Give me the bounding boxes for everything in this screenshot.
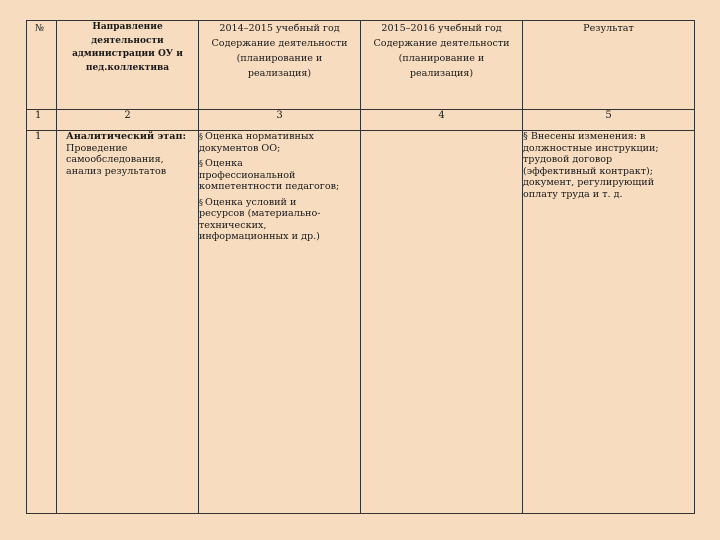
item-2-line-2: профессиональной [199,169,296,181]
index-cell-3: 3 [199,110,361,131]
direction-line-2: самообследования, [66,154,164,165]
direction-head: Аналитический этап: [66,131,187,142]
activity-2014-cell [199,131,361,514]
header-direction-line-2: деятельности [91,35,164,46]
result-cell [523,131,695,514]
header-2014-line-4: реализация) [247,68,312,79]
direction-cell [57,131,199,514]
header-2015-line-1: 2015–2016 учебный год [381,23,502,34]
bullet-icon: § [199,132,203,141]
header-num: № [27,21,57,110]
bullet-icon: § [199,197,203,207]
result-line-2: должностные инструкции; [523,142,659,154]
header-2015-line-2: Содержание деятельности [373,38,510,49]
header-2014-line-3: (планирование и [236,53,323,64]
index-cell-5: 5 [523,110,695,131]
item-3-line-1: Оценка условий и [205,196,297,208]
header-row [27,21,695,110]
header-direction-line-3: администрации ОУ и [72,49,183,59]
item-3-line-3: технических, [199,219,267,231]
header-direction-line-1: Направление [92,22,163,32]
header-2015-line-4: реализация) [409,68,474,79]
bullet-icon: § [199,159,203,168]
list-item [199,158,360,193]
item-3-line-4: информационных и др.) [199,231,320,242]
list-item [199,197,360,243]
item-1-line-1: Оценка нормативных [205,131,314,142]
result-line-3: трудовой договор [523,154,613,165]
index-row [27,110,695,131]
row-number: 1 [27,131,57,514]
direction-line-1: Проведение [66,142,128,154]
item-1-line-2: документов ОО; [199,142,281,154]
item-2-line-1: Оценка [205,158,243,169]
header-2014-line-1: 2014–2015 учебный год [219,23,340,34]
header-year-2015 [361,21,523,110]
header-2014-line-2: Содержание деятельности [211,38,348,49]
item-3-line-2: ресурсов (материально- [199,208,321,219]
list-item [199,131,360,154]
table-row [27,131,695,514]
result-line-4: (эффективный контракт); [523,165,653,177]
header-direction [57,21,199,110]
index-cell-4: 4 [361,110,523,131]
header-result: Результат [523,21,695,110]
header-2015-line-3: (планирование и [398,53,485,64]
plan-table [26,20,695,514]
activity-2015-cell [361,131,523,514]
result-line-5: документ, регулирующий [523,177,655,188]
result-line-1: § Внесены изменения: в [523,131,646,142]
header-direction-line-4: пед.коллектива [85,62,170,73]
item-2-line-3: компетентности педагогов; [199,181,340,192]
result-line-6: оплату труда и т. д. [523,188,623,200]
index-cell-1: 1 [27,110,57,131]
direction-line-3: анализ результатов [66,165,167,177]
header-year-2014 [199,21,361,110]
index-cell-2: 2 [57,110,199,131]
